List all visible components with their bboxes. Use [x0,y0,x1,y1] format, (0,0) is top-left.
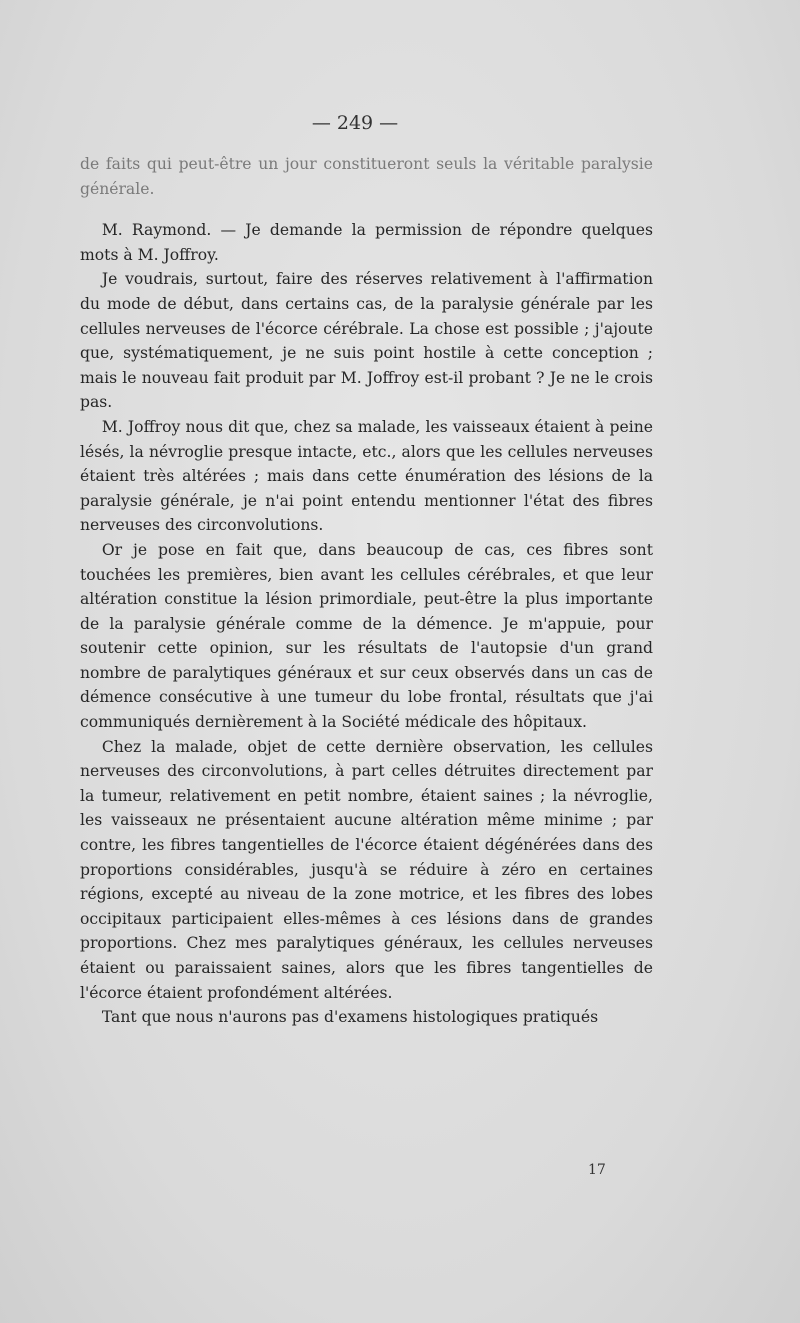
paragraph-continuation: de faits qui peut-être un jour constitueront seuls la véritable paralysie générale. [80,155,653,198]
signature-mark: 17 [588,1162,606,1178]
paragraph-fibres-first: Or je pose en fait que, dans beaucoup de cas, ces fibres sont touchées les premières, bien avant les cellules cérébrales, et que leur altération constitue la lésion primordiale, peut-être la plus importante de la paralysie générale comme de la démence. Je m'appuie, pour soutenir cette opinion, sur les résultats de l'autopsie d'un grand nombre de paralytiques généraux et sur ceux observés dans un cas de démence consécutive à une tumeur du lobe frontal, résultats que j'ai communiqués dernièrement à la Société médicale des hôpitaux. [80,540,653,732]
paragraph-observation: Chez la malade, objet de cette dernière observation, les cellules nerveuses des circonvolutions, à part celles détruites directement par la tumeur, relativement en petit nombre, étaient saines ; la névroglie, les vaisseaux ne présentaient aucune altération même minime ; par contre, les fibres tangentielles de l'écorce étaient dégénérées dans des proportions considérables, jusqu'à se réduire à zéro en certaines régions, excepté au niveau de la zone motrice, et les fibres des lobes occipitaux participaient elles-mêmes à ces lésions dans de grandes proportions. Chez mes paralytiques généraux, les cellules nerveuses étaient ou paraissaient saines, alors que les fibres tangentielles de l'écorce étaient profondément altérées. [80,737,653,1002]
paragraph-closing-line: Tant que nous n'aurons pas d'examens histologiques pratiqués [101,1008,599,1027]
body-text [80,152,653,1030]
paragraph-reserves: Je voudrais, surtout, faire des réserves relativement à l'affirmation du mode de début, dans certains cas, de la paralysie générale par les cellules nerveuses de l'écorce cérébrale. La chose est possible ; j'ajoute que, systématiquement, je ne suis point hostile à cette conception ; mais le nouveau fait produit par M. Joffroy est-il probant ? Je ne le crois pas. [80,270,653,412]
page-number: — 249 — [311,112,399,134]
paragraph-joffroy-case: M. Joffroy nous dit que, chez sa malade, les vaisseaux étaient à peine lésés, la névroglie presque intacte, etc., alors que les cellules nerveuses étaient très altérées ; mais dans cette énumération des lésions de la paralysie générale, je n'ai point entendu mentionner l'état des fibres nerveuses des circonvolutions. [80,417,653,535]
paragraph-speaker-intro: M. Raymond. — Je demande la permission de répondre quelques mots à M. Joffroy. [80,221,653,264]
